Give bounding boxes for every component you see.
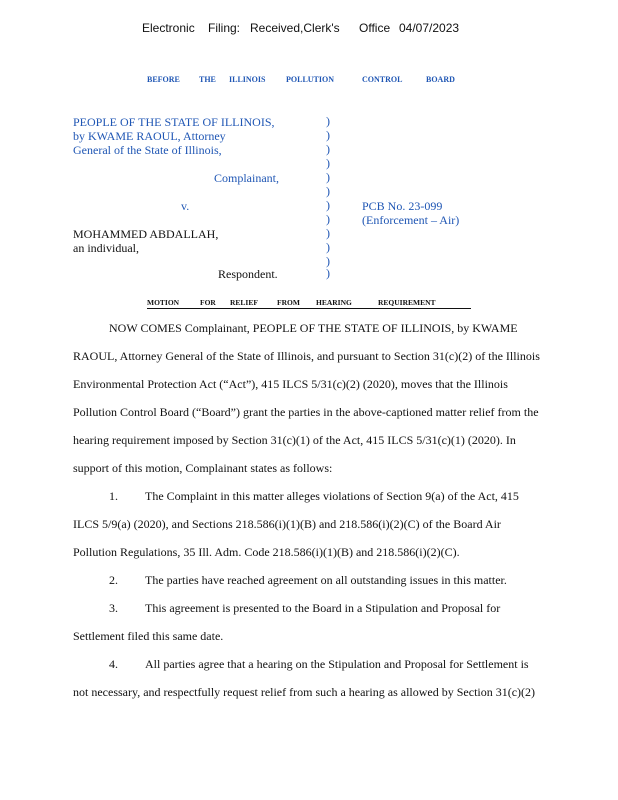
case-type: (Enforcement – Air) — [362, 213, 460, 227]
motion-heading-rule — [147, 308, 471, 309]
paragraph-number: 3. — [109, 601, 118, 615]
caption-paren: ) — [326, 254, 330, 268]
caption-v: v. — [181, 199, 190, 213]
efile-received: Received,Clerk's — [250, 21, 340, 35]
board-title-word: THE — [199, 75, 216, 84]
caption-paren: ) — [326, 128, 330, 142]
body-line: Environmental Protection Act (“Act”), 415 ILCS 5/31(c)(2) (2020), moves that the Illinois — [73, 377, 508, 391]
paragraph-line: The parties have reached agreement on all outstanding issues in this matter. — [145, 573, 507, 587]
paragraph-line: Settlement filed this same date. — [73, 629, 224, 643]
caption-paren: ) — [326, 114, 330, 128]
caption-paren: ) — [326, 156, 330, 170]
caption-respondent: Respondent. — [218, 267, 278, 281]
motion-heading-word: HEARING — [316, 298, 352, 307]
paragraph-line: not necessary, and respectfully request relief from such a hearing as allowed by Section 31(c)(2) — [73, 685, 536, 699]
caption-complainant: Complainant, — [214, 171, 279, 185]
board-title-word: BEFORE — [147, 75, 180, 84]
board-title-word: BOARD — [426, 75, 455, 84]
paragraph-line: Pollution Regulations, 35 Ill. Adm. Code 218.586(i)(1)(B) and 218.586(i)(2)(C). — [73, 545, 460, 559]
caption-plaintiff-line: PEOPLE OF THE STATE OF ILLINOIS, — [73, 115, 275, 129]
efile-office: Office — [359, 21, 391, 35]
caption-defendant-line: an individual, — [73, 241, 139, 255]
motion-heading-word: FROM — [277, 298, 300, 307]
paragraph-number: 4. — [109, 657, 118, 671]
efile-date: 04/07/2023 — [399, 21, 460, 35]
body-line: support of this motion, Complainant states as follows: — [73, 461, 333, 475]
board-title-word: CONTROL — [362, 75, 403, 84]
paragraph-number: 2. — [109, 573, 118, 587]
body-line: NOW COMES Complainant, PEOPLE OF THE STATE OF ILLINOIS, by KWAME — [109, 321, 518, 335]
motion-heading-word: RELIEF — [230, 298, 258, 307]
paragraph-line: All parties agree that a hearing on the Stipulation and Proposal for Settlement is — [145, 657, 529, 671]
paragraph-line: ILCS 5/9(a) (2020), and Sections 218.586(i)(1)(B) and 218.586(i)(2)(C) of the Board Air — [73, 517, 501, 531]
case-number: PCB No. 23-099 — [362, 199, 443, 213]
caption-plaintiff-line: by KWAME RAOUL, Attorney — [73, 129, 226, 143]
caption-plaintiff-line: General of the State of Illinois, — [73, 143, 222, 157]
caption-paren: ) — [326, 198, 330, 212]
board-title-word: ILLINOIS — [229, 75, 266, 84]
body-line: Pollution Control Board (“Board”) grant the parties in the above-captioned matter relief from the — [73, 405, 539, 419]
caption-defendant-line: MOHAMMED ABDALLAH, — [73, 227, 219, 241]
body-line: hearing requirement imposed by Section 31(c)(1) of the Act, 415 ILCS 5/31(c)(1) (2020). In — [73, 433, 516, 447]
body-line: RAOUL, Attorney General of the State of Illinois, and pursuant to Section 31(c)(2) of the Illinois — [73, 349, 540, 363]
board-title-word: POLLUTION — [286, 75, 335, 84]
caption-paren: ) — [326, 170, 330, 184]
caption-paren: ) — [326, 212, 330, 226]
motion-heading-word: REQUIREMENT — [378, 298, 436, 307]
paragraph-line: This agreement is presented to the Board in a Stipulation and Proposal for — [145, 601, 501, 615]
motion-heading-word: FOR — [200, 298, 216, 307]
efile-electronic: Electronic — [142, 21, 195, 35]
caption-paren: ) — [326, 142, 330, 156]
caption-paren: ) — [326, 184, 330, 198]
caption-paren: ) — [326, 226, 330, 240]
paragraph-number: 1. — [109, 489, 118, 503]
motion-heading-word: MOTION — [147, 298, 180, 307]
efile-filing: Filing: — [208, 21, 241, 35]
caption-paren: ) — [326, 266, 330, 280]
paragraph-line: The Complaint in this matter alleges violations of Section 9(a) of the Act, 415 — [145, 489, 519, 503]
caption-paren: ) — [326, 240, 330, 254]
